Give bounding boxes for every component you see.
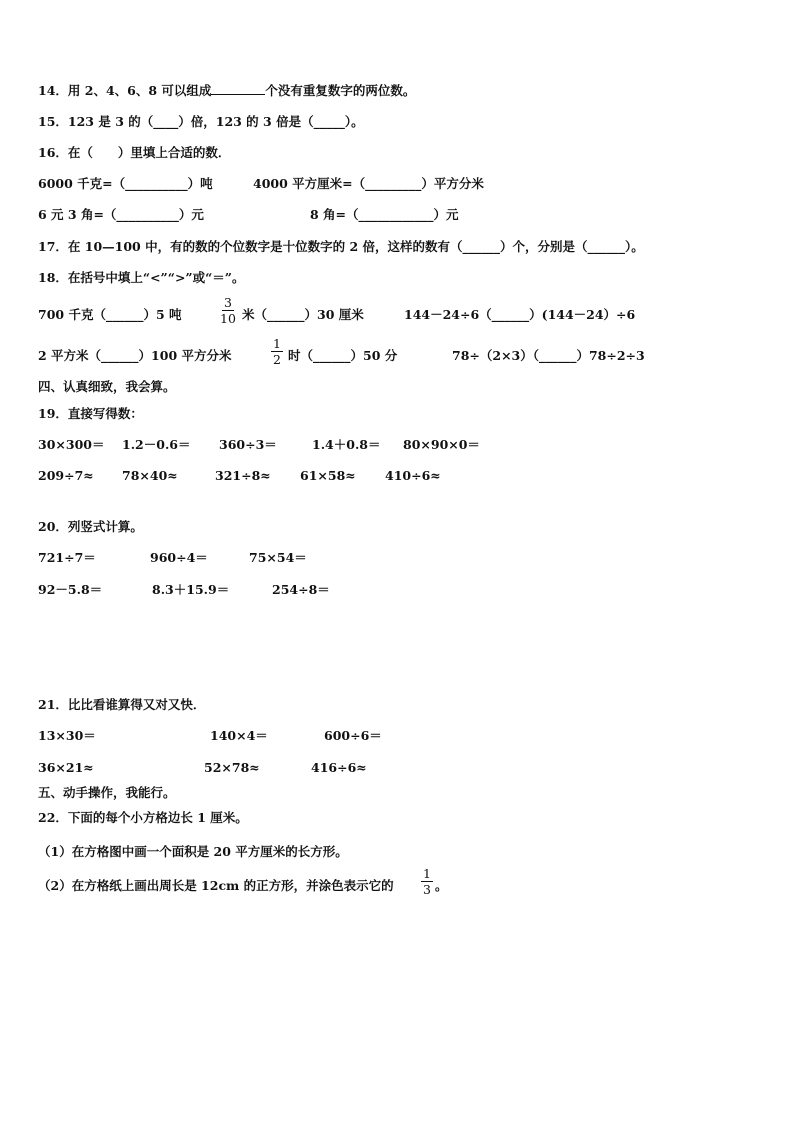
q18-fraction-3-10: [220, 296, 236, 325]
q20-r2-3: 254÷8＝: [272, 582, 330, 597]
q18-row2-a: 2 平方米（______）100 平方分米: [38, 348, 232, 363]
q18-row1-c: 144－24÷6（______）(144－24）÷6: [404, 307, 636, 322]
q19-r2-2: 78×40≈: [122, 468, 178, 483]
q14-text-before: 14．用 2、4、6、8 可以组成: [38, 83, 212, 98]
q18-fraction-1-2: [271, 337, 283, 366]
q17-line: 17．在 10—100 中，有的数的个位数字是十位数字的 2 倍，这样的数有（______）个，分别是（______）。: [38, 239, 644, 254]
q19-r1-1: 30×300＝: [38, 437, 105, 452]
q19-r1-2: 1.2－0.6＝: [122, 437, 191, 452]
q22-part1: （1）在方格图中画一个面积是 20 平方厘米的长方形。: [38, 844, 348, 859]
q19-r2-5: 410÷6≈: [385, 468, 441, 483]
fraction-denominator: 3: [423, 882, 431, 897]
q14-line: [38, 82, 415, 99]
q20-r1-3: 75×54＝: [249, 550, 307, 565]
q20-title: 20．列竖式计算。: [38, 519, 143, 534]
q21-r1-1: 13×30＝: [38, 728, 96, 743]
q21-r2-1: 36×21≈: [38, 760, 94, 775]
fraction-denominator: 2: [273, 352, 281, 367]
q21-r2-3: 416÷6≈: [311, 760, 367, 775]
q19-r2-4: 61×58≈: [300, 468, 356, 483]
q15-line: 15．123 是 3 的（____）倍，123 的 3 倍是（_____）。: [38, 114, 364, 129]
q18-row1-b: 米（______）30 厘米: [242, 307, 364, 322]
q21-r1-3: 600÷6＝: [324, 728, 382, 743]
q22-title: 22．下面的每个小方格边长 1 厘米。: [38, 810, 248, 825]
q22-fraction-1-3: [421, 867, 433, 896]
q18-title: 18．在括号中填上“<”“>”或“＝”。: [38, 270, 245, 285]
fraction-numerator: 1: [423, 866, 431, 881]
q21-r2-2: 52×78≈: [204, 760, 260, 775]
q18-row1-a: 700 千克（______）5 吨: [38, 307, 182, 322]
q14-text-after: 个没有重复数字的两位数。: [265, 83, 416, 98]
section-4-heading: 四、认真细致，我会算。: [38, 379, 176, 394]
q18-row2-b: 时（______）50 分: [288, 348, 398, 363]
q18-row2-c: 78÷（2×3）（______）78÷2÷3: [452, 348, 645, 363]
section-5-heading: 五、动手操作，我能行。: [38, 785, 176, 800]
q20-r2-2: 8.3＋15.9＝: [152, 582, 230, 597]
fraction-denominator: 10: [220, 311, 236, 326]
q19-r1-5: 80×90×0＝: [403, 437, 480, 452]
q19-r2-3: 321÷8≈: [215, 468, 271, 483]
q16-item-a: 6000 千克=（__________）吨: [38, 176, 213, 191]
q19-r1-4: 1.4＋0.8＝: [312, 437, 381, 452]
q16-item-d: 8 角=（____________）元: [310, 207, 459, 222]
q16-item-b: 4000 平方厘米=（_________）平方分米: [253, 176, 484, 191]
q14-blank[interactable]: [211, 82, 265, 95]
q20-r2-1: 92－5.8＝: [38, 582, 103, 597]
q19-r2-1: 209÷7≈: [38, 468, 94, 483]
q16-title: 16．在（ ）里填上合适的数．: [38, 145, 231, 160]
q16-item-c: 6 元 3 角=（__________）元: [38, 207, 204, 222]
q19-title: 19．直接写得数：: [38, 406, 143, 421]
q19-r1-3: 360÷3＝: [219, 437, 277, 452]
q21-r1-2: 140×4＝: [210, 728, 268, 743]
fraction-numerator: 1: [273, 336, 281, 351]
q22-part2-end: 。: [435, 878, 448, 893]
q21-title: 21．比比看谁算得又对又快．: [38, 697, 206, 712]
fraction-numerator: 3: [223, 295, 232, 310]
q22-part2: （2）在方格纸上画出周长是 12cm 的正方形，并涂色表示它的: [38, 878, 394, 893]
q20-r1-2: 960÷4＝: [150, 550, 208, 565]
q20-r1-1: 721÷7＝: [38, 550, 96, 565]
